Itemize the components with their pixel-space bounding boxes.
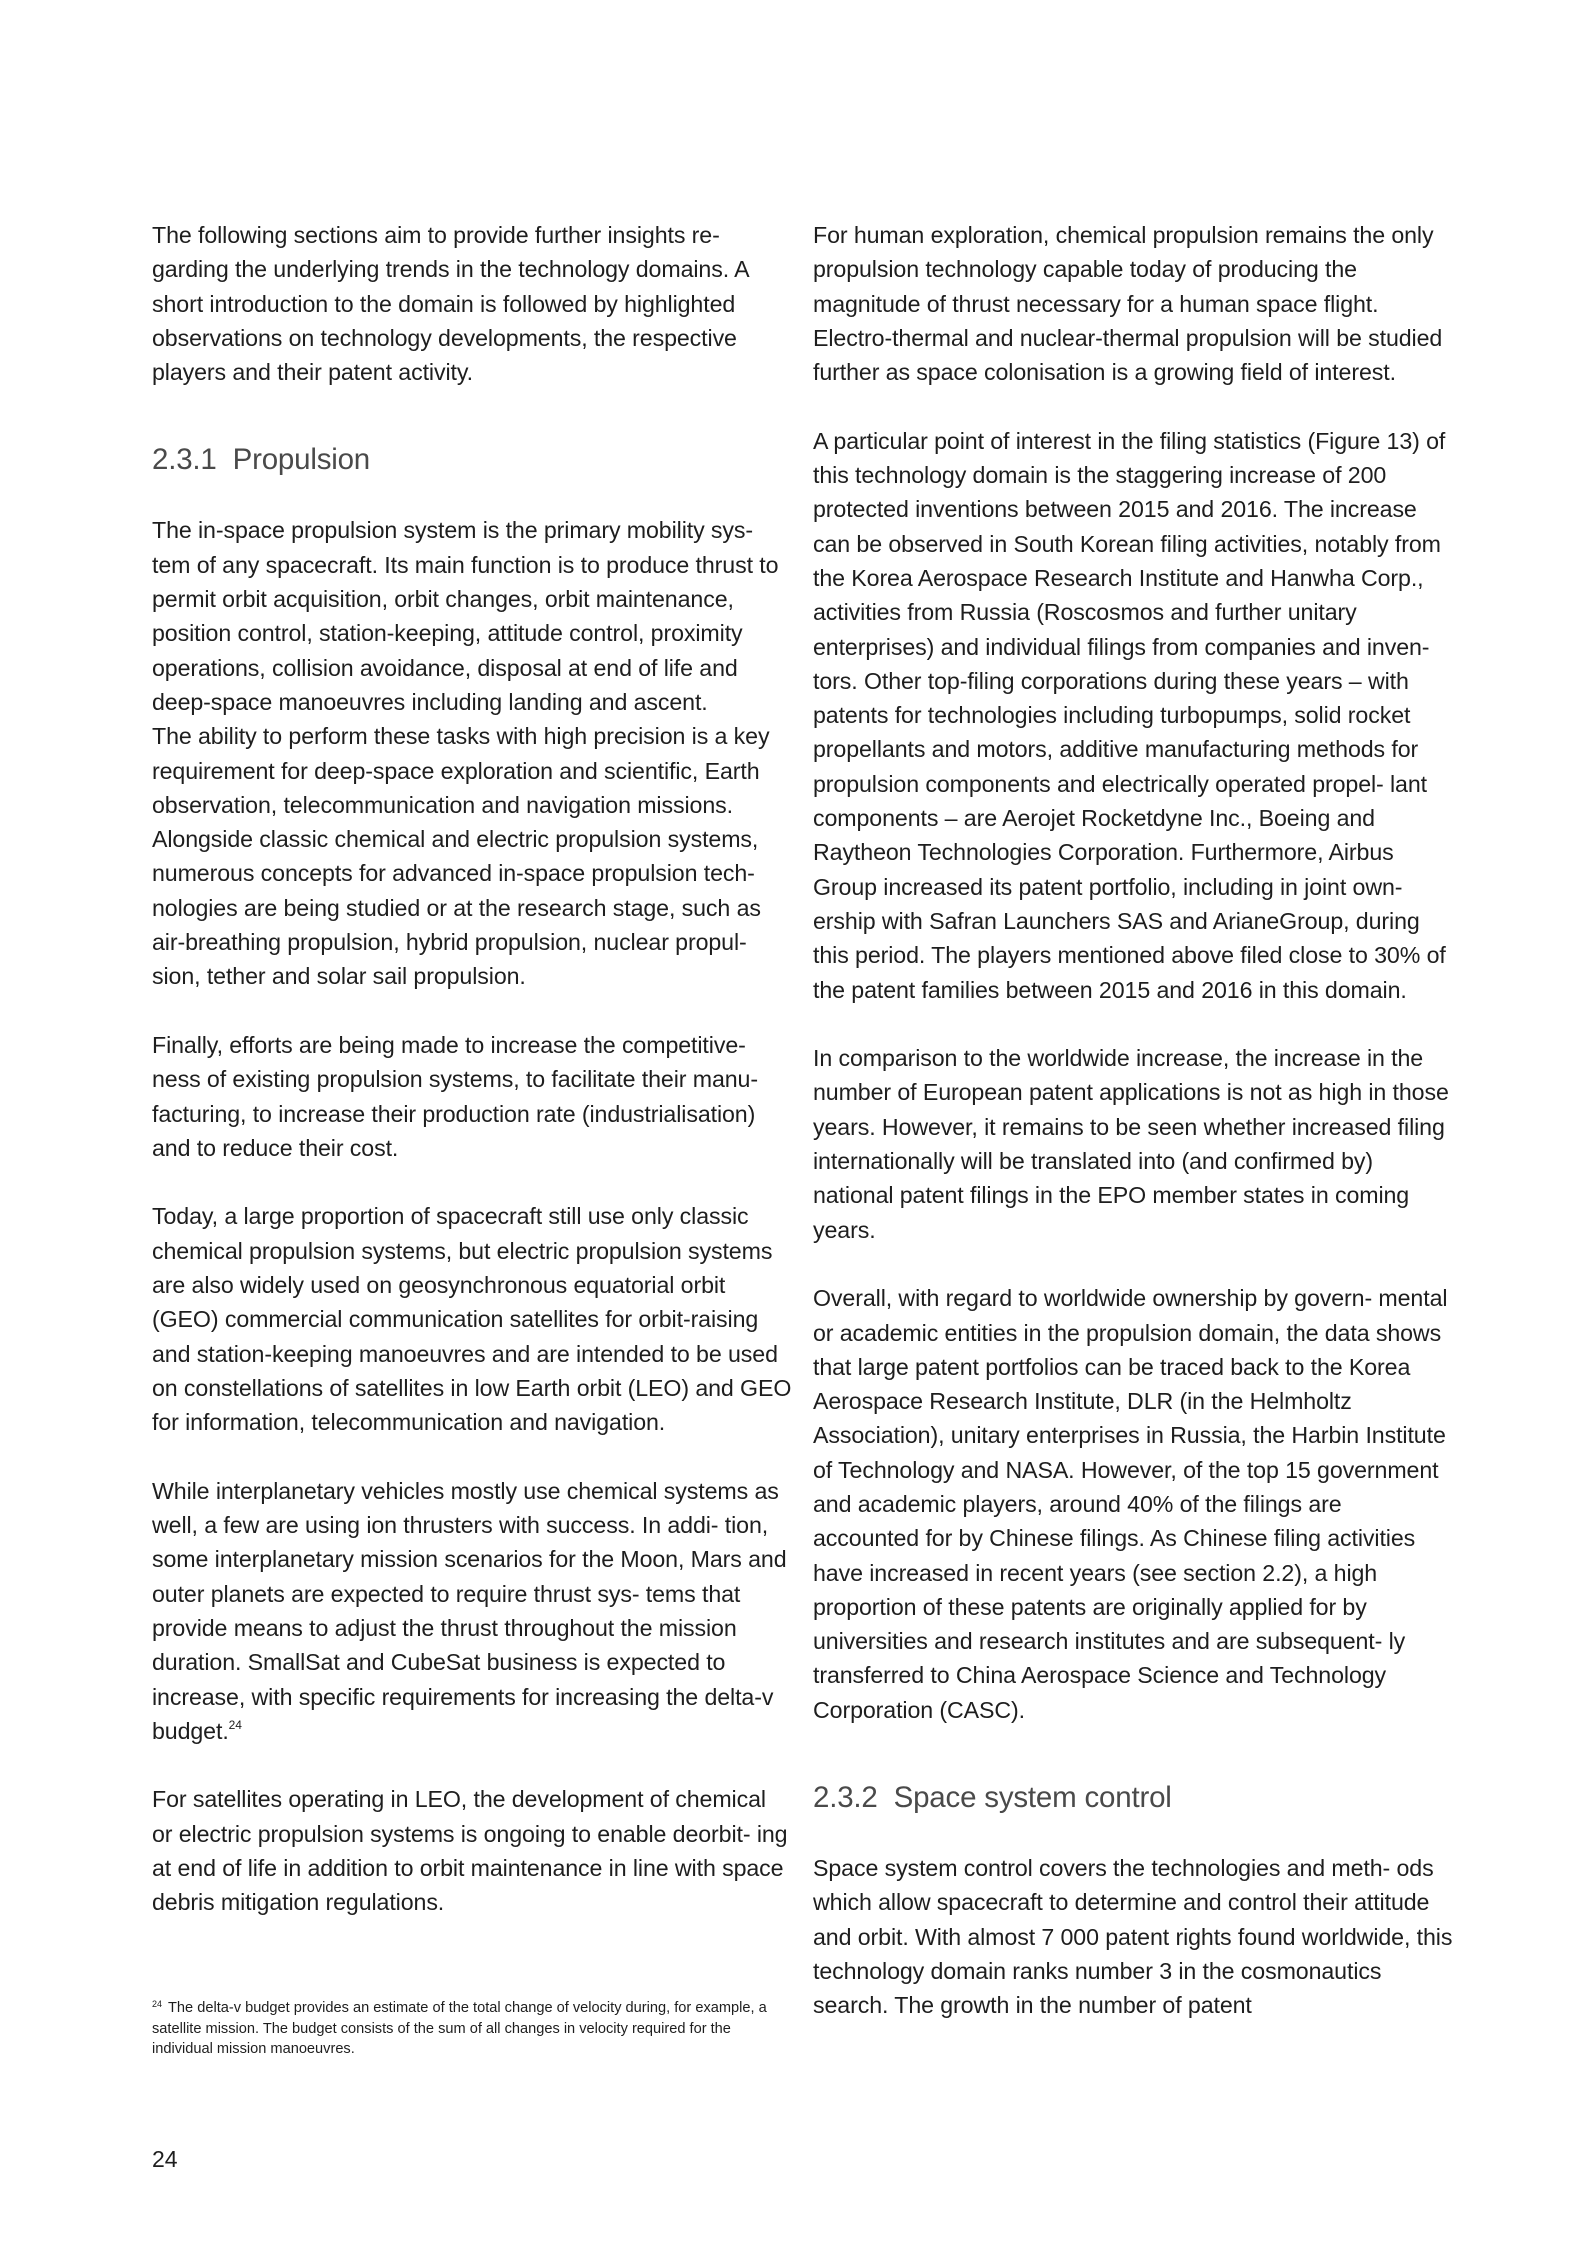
propulsion-paragraph-8: In comparison to the worldwide increase, the increase in the number of European patent applications is not as high in those years. However, it remains to be seen whether increased filing internationally will be translated into (and confirmed by) national patent filings in the EPO member states in coming years. xyxy=(813,1045,1449,1243)
section-title: Propulsion xyxy=(232,443,371,477)
footnote xyxy=(152,1998,772,2060)
propulsion-paragraph-7: A particular point of interest in the filing statistics (Figure 13) of this technology domain is the staggering increase of 200 protected inventions between 2015 and 2016. The increase can be observed in South Korean filing activities, notably from the Korea Aerospace Research Institute and Hanwha Corp., activities from Russia (Roscosmos and further unitary enterprises) and individual filings from companies and inven- tors. Other top-filing corporations during these years – with patents for technologies including turbopumps, solid rocket propellants and motors, additive manufacturing methods for propulsion components and electrically operated propel- lant components – are Aerojet Rocketdyne Inc., Boeing and Raytheon Technologies Corporation. Furthermore, Airbus Group increased its patent portfolio, including in joint own- ership with Safran Launchers SAS and ArianeGroup, during this period. The players mentioned above filed close to 30% of the patent families between 2015 and 2016 in this domain. xyxy=(813,427,1446,1003)
space-system-control-paragraph-1: Space system control covers the technologies and meth- ods which allow spacecraft to determine and control their attitude and orbit. With almost 7 000 patent rights found worldwide, this technology domain ranks number 3 in the cosmonautics search. The growth in the number of patent xyxy=(813,1855,1453,2019)
right-column xyxy=(813,218,1453,2023)
footnote-number: 24 xyxy=(152,1999,163,2009)
propulsion-paragraph-2: Finally, efforts are being made to increase the competitive- ness of existing propulsion systems, to facilitate their manu- facturing, to increase their production rate (industrialisation) and to reduce their cost. xyxy=(152,1031,758,1161)
intro-paragraph: The following sections aim to provide further insights re- garding the underlying trends in the technology domains. A short introduction to the domain is followed by highlighted observations on technology developments, the respective players and their patent activity. xyxy=(152,222,749,386)
section-number: 2.3.2 xyxy=(813,1781,878,1815)
footnote-text: The delta-v budget provides an estimate of the total change of velocity during, for example, a satellite mission. The budget consists of the sum of all changes in velocity required for the individual mission manoeuvres. xyxy=(152,2000,767,2057)
propulsion-paragraph-9: Overall, with regard to worldwide ownership by govern- mental or academic entities in the propulsion domain, the data shows that large patent portfolios can be traced back to the Korea Aerospace Research Institute, DLR (in the Helmholtz Association), unitary enterprises in Russia, the Harbin Institute of Technology and NASA. However, of the top 15 government and academic players, around 40% of the filings are accounted for by Chinese filings. As Chinese filing activities have increased in recent years (see section 2.2), a high proportion of these patents are originally applied for by universities and research institutes and are subsequent- ly transferred to China Aerospace Science and Technology Corporation (CASC). xyxy=(813,1285,1448,1723)
section-title: Space system control xyxy=(893,1781,1172,1815)
paragraph-4-text: While interplanetary vehicles mostly use chemical systems as well, a few are using ion thrusters with success. In addi- tion, some interplanetary mission scenarios for the Moon, Mars and outer planets are expected to require thrust sys- tems that provide means to adjust the thrust throughout the mission duration. SmallSat and CubeSat business is expected to increase, with specific requirements for increasing the delta-v budget. xyxy=(152,1477,787,1744)
page-number: 24 xyxy=(152,2146,178,2172)
propulsion-paragraph-6: For human exploration, chemical propulsion remains the only propulsion technology capable today of producing the magnitude of thrust necessary for a human space flight. Electro-thermal and nuclear-thermal propulsion will be studied further as space colonisation is a growing field of interest. xyxy=(813,222,1443,386)
footnote-reference[interactable]: 24 xyxy=(228,1717,242,1732)
propulsion-paragraph-3: Today, a large proportion of spacecraft still use only classic chemical propulsion systems, but electric propulsion systems are also widely used on geosynchronous equatorial orbit (GEO) commercial communication satellites for orbit-raising and station-keeping manoeuvres and are intended to be used on constellations of satellites in low Earth orbit (LEO) and GEO for information, telecommunication and navigation. xyxy=(152,1203,792,1436)
propulsion-paragraph-5: For satellites operating in LEO, the development of chemical or electric propulsion systems is ongoing to enable deorbit- ing at end of life in addition to orbit maintenance in line with space debris mitigation regulations. xyxy=(152,1786,788,1916)
section-heading-space-system-control xyxy=(813,1781,1453,1815)
left-column xyxy=(152,218,792,1920)
section-heading-propulsion xyxy=(152,443,792,477)
propulsion-paragraph-1b: The ability to perform these tasks with high precision is a key requirement for deep-space exploration and scientific, Earth observation, telecommunication and navigation missions. Alongside classic chemical and electric propulsion systems, numerous concepts for advanced in-space propulsion tech- nologies are being studied or at the research stage, such as air-breathing propulsion, hybrid propulsion, nuclear propul- sion, tether and solar sail propulsion. xyxy=(152,723,770,990)
section-number: 2.3.1 xyxy=(152,443,217,477)
propulsion-paragraph-4 xyxy=(152,1474,792,1748)
propulsion-paragraph-1a: The in-space propulsion system is the primary mobility sys- tem of any spacecraft. Its main function is to produce thrust to permit orbit acquisition, orbit changes, orbit maintenance, position control, station-keeping, attitude control, proximity operations, collision avoidance, disposal at end of life and deep-space manoeuvres including landing and ascent. xyxy=(152,517,779,715)
